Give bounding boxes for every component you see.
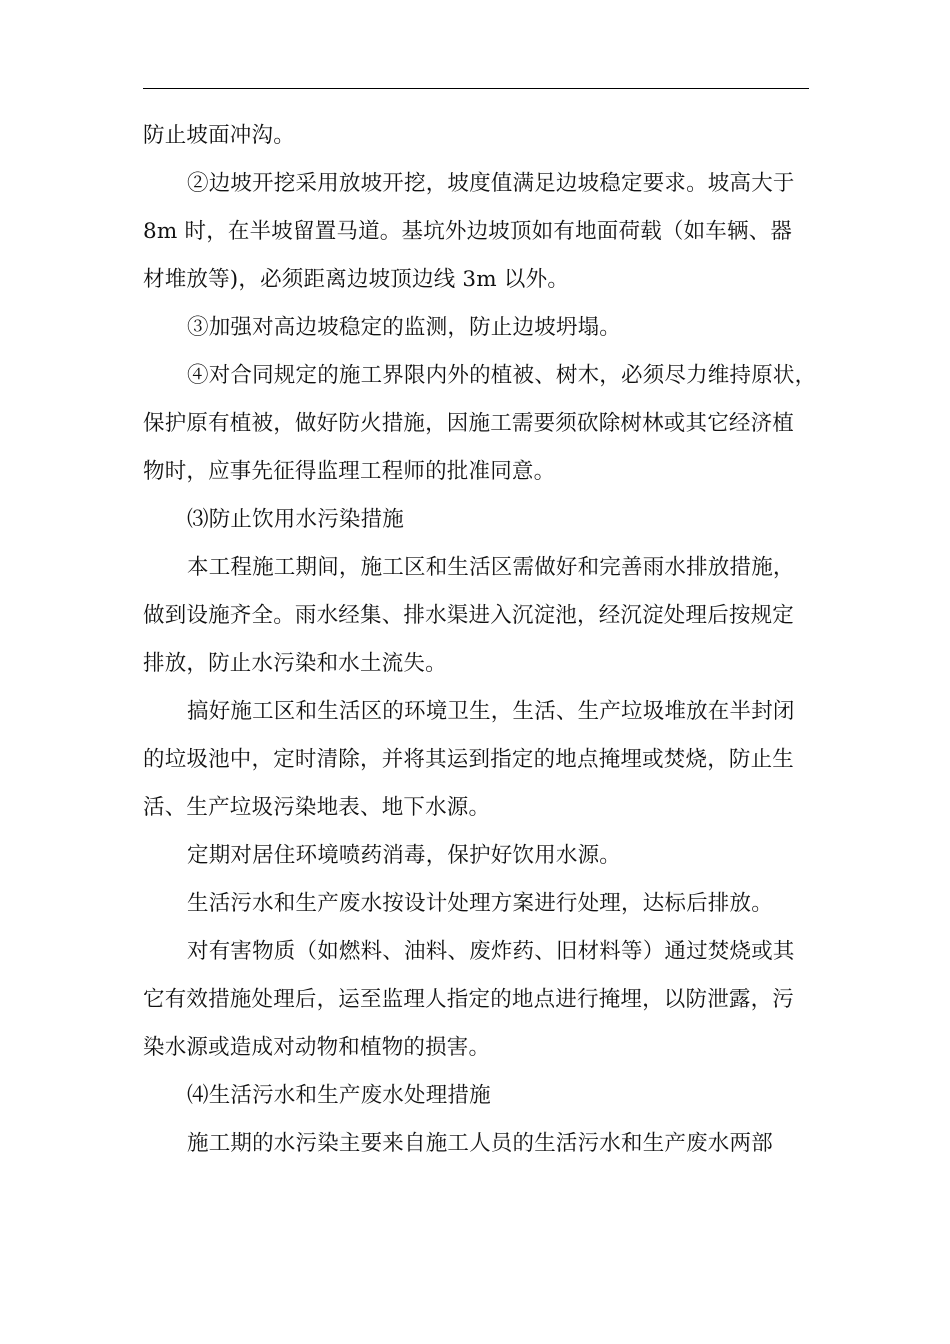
text-line: 本工程施工期间，施工区和生活区需做好和完善雨水排放措施， [187, 555, 795, 580]
text-line: 搞好施工区和生活区的环境卫生，生活、生产垃圾堆放在半封闭 [187, 699, 795, 724]
text-line: ④对合同规定的施工界限内外的植被、树木，必须尽力维持原状， [187, 363, 817, 388]
text-line: ②边坡开挖采用放坡开挖，坡度值满足边坡稳定要求。坡高大于 [187, 171, 795, 196]
section-heading: ⑶防止饮用水污染措施 [187, 507, 405, 532]
text-line: 的垃圾池中，定时清除，并将其运到指定的地点掩埋或焚烧，防止生 [143, 747, 795, 772]
text-line: 排放，防止水污染和水土流失。 [143, 651, 447, 676]
text-line: 物时，应事先征得监理工程师的批准同意。 [143, 459, 556, 484]
text-line: 染水源或造成对动物和植物的损害。 [143, 1035, 491, 1060]
text-line: 对有害物质（如燃料、油料、废炸药、旧材料等）通过焚烧或其 [187, 939, 795, 964]
text-line: 它有效措施处理后，运至监理人指定的地点进行掩埋，以防泄露，污 [143, 987, 795, 1012]
document-body [143, 112, 817, 1168]
section-heading: ⑷生活污水和生产废水处理措施 [187, 1083, 491, 1108]
text-line: ③加强对高边坡稳定的监测，防止边坡坍塌。 [187, 315, 622, 340]
text-line: 活、生产垃圾污染地表、地下水源。 [143, 795, 491, 820]
text-line: 8m 时，在半坡留置马道。基坑外边坡顶如有地面荷载（如车辆、器 [143, 219, 793, 244]
text-line: 施工期的水污染主要来自施工人员的生活污水和生产废水两部 [187, 1131, 773, 1156]
text-line: 做到设施齐全。雨水经集、排水渠进入沉淀池，经沉淀处理后按规定 [143, 603, 795, 628]
text-line: 定期对居住环境喷药消毒，保护好饮用水源。 [187, 843, 622, 868]
text-line: 保护原有植被，做好防火措施，因施工需要须砍除树林或其它经济植 [143, 411, 795, 436]
header-rule [143, 88, 809, 89]
text-line: 材堆放等)，必须距离边坡顶边线 3m 以外。 [143, 267, 570, 292]
text-line: 生活污水和生产废水按设计处理方案进行处理，达标后排放。 [187, 891, 773, 916]
text-line: 防止坡面冲沟。 [143, 123, 295, 148]
